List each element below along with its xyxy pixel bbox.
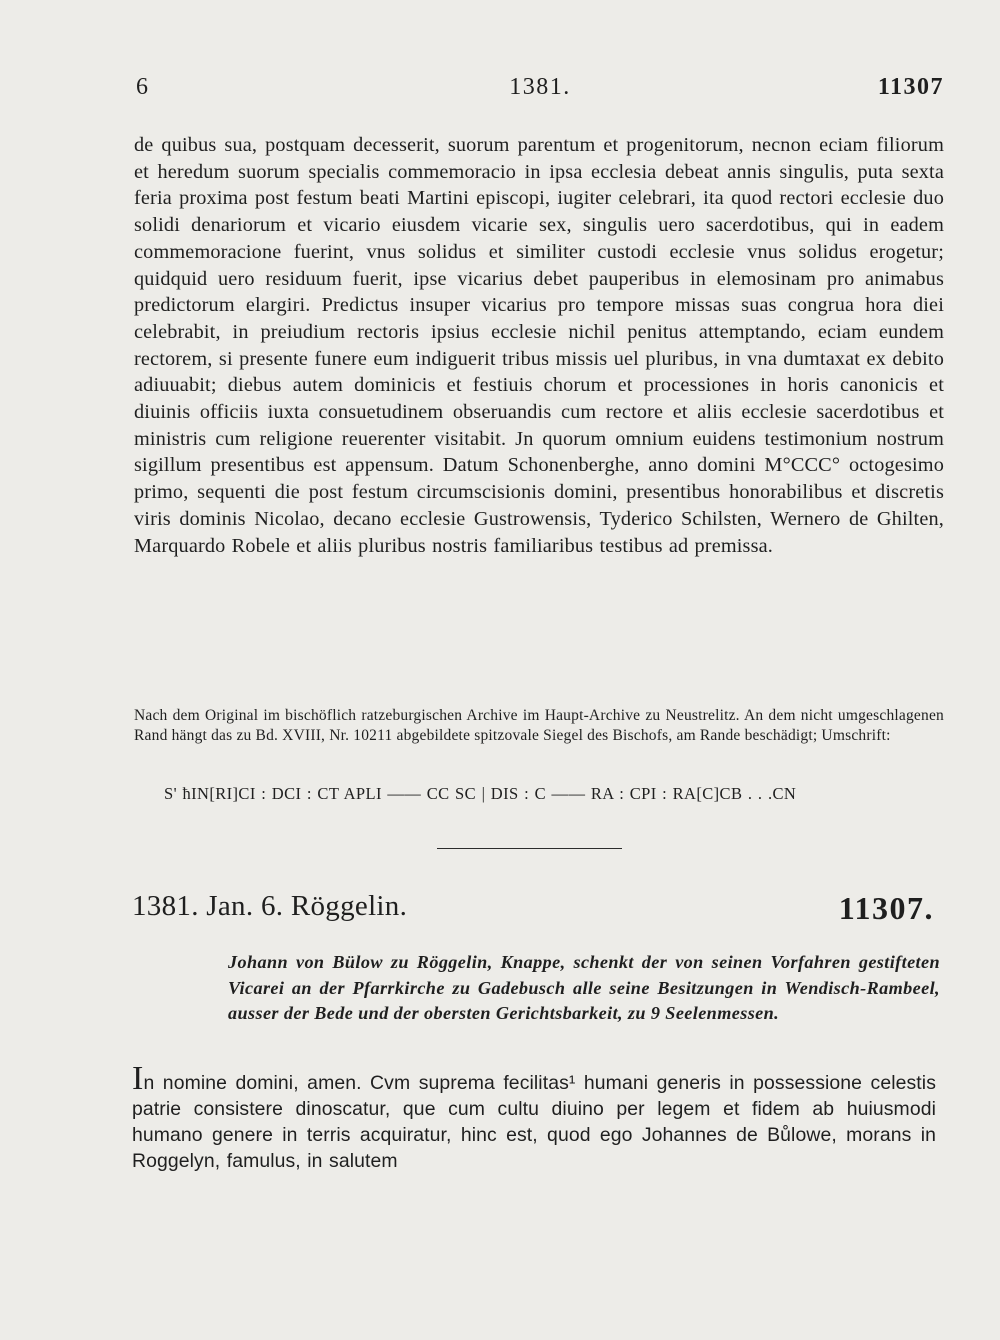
charter-initial: I xyxy=(132,1060,144,1097)
seal-inscription: S' ħIN[RI]CI : DCI : CT APLI —— CC SC | DIS : C —— RA : CPI : RA[C]CB . . .CN xyxy=(164,784,797,803)
running-head xyxy=(136,74,944,108)
charter-text-body: n nomine domini, amen. Cvm suprema fecilitas¹ humani generis in possessione celestis patrie consistere dinoscatur, que cum cultu diuino per legem et fidem ab huiusmodi humano genere in terris acquiratur, hinc est, quod ego Johannes de Bůlowe, morans in Roggelyn, famulus, in salutem xyxy=(132,1072,936,1172)
page-number: 6 xyxy=(136,74,149,100)
document-regest: Johann von Bülow zu Röggelin, Knappe, schenkt der von seinen Vorfahren gestifteten Vicarei an der Pfarrkirche zu Gadebusch alle seine Besitzungen in Wendisch-Rambeel, ausser der Bede und der obersten Gerichtsbarkeit, zu 9 Seelenmessen. xyxy=(228,952,940,1023)
main-text-paragraph: de quibus sua, postquam decesserit, suorum parentum et progenitorum, necnon eciam filiorum et heredum suorum specialis commemoracio in ipsa ecclesia debeat annis singulis, puta sexta feria proxima post festum beati Martini episcopi, iugiter celebrari, ita quod rectori ecclesie duo solidi denariorum et vicario eiusdem vicarie sex, singulis uero sacerdotibus, qui in eadem commemoracione fuerint, vnus solidus et similiter custodi ecclesie vnus solidus erogetur; quidquid uero residuum fuerit, ipse vicarius debet pauperibus in elemosinam pro animabus predictorum elargiri. Predictus insuper vicarius pro tempore missas suas congrua hora diei celebrabit, in preiudium rectoris ipsius ecclesie nichil penitus attemptando, eciam eundem rectorem, si presente funere eum indiguerit tribus missis uel pluribus, in vna dumtaxat ex debito adiuuabit; diebus autem dominicis et festiuis chorum et processiones in horis canonicis et diuinis officiis iuxta consuetudinem obseruandis cum rectore et aliis ecclesie sacerdotibus et ministris cum religione reuerenter visitabit. Jn quorum omnium euidens testimonium nostrum sigillum presentibus est appensum. Datum Schonenberghe, anno domini M°CCC° octogesimo primo, sequenti die post festum circumscisionis domini, presentibus honorabilibus et discretis viris dominis Nicolao, decano ecclesie Gustrowensis, Tyderico Schilsten, Wernero de Ghilten, Marquardo Robele et aliis pluribus nostris familiaribus testibus ad premissa. xyxy=(134,134,944,557)
charter-text xyxy=(132,1060,936,1174)
running-head-document-number: 11307 xyxy=(877,74,944,100)
document-heading xyxy=(132,888,940,936)
source-note: Nach dem Original im bischöflich ratzeburgischen Archive im Haupt-Archive zu Neustrelitz. An dem nicht umgeschlagenen Rand hängt das zu Bd. XVIII, Nr. 10211 abgebildete spitzovale Siegel des Bischofs, am Rande beschädigt; Umschrift: xyxy=(134,707,944,744)
document-number: 11307. xyxy=(838,890,934,926)
document-date-place: 1381. Jan. 6. Röggelin. xyxy=(132,890,408,922)
running-head-year: 1381. xyxy=(509,74,571,100)
section-divider xyxy=(437,848,622,849)
